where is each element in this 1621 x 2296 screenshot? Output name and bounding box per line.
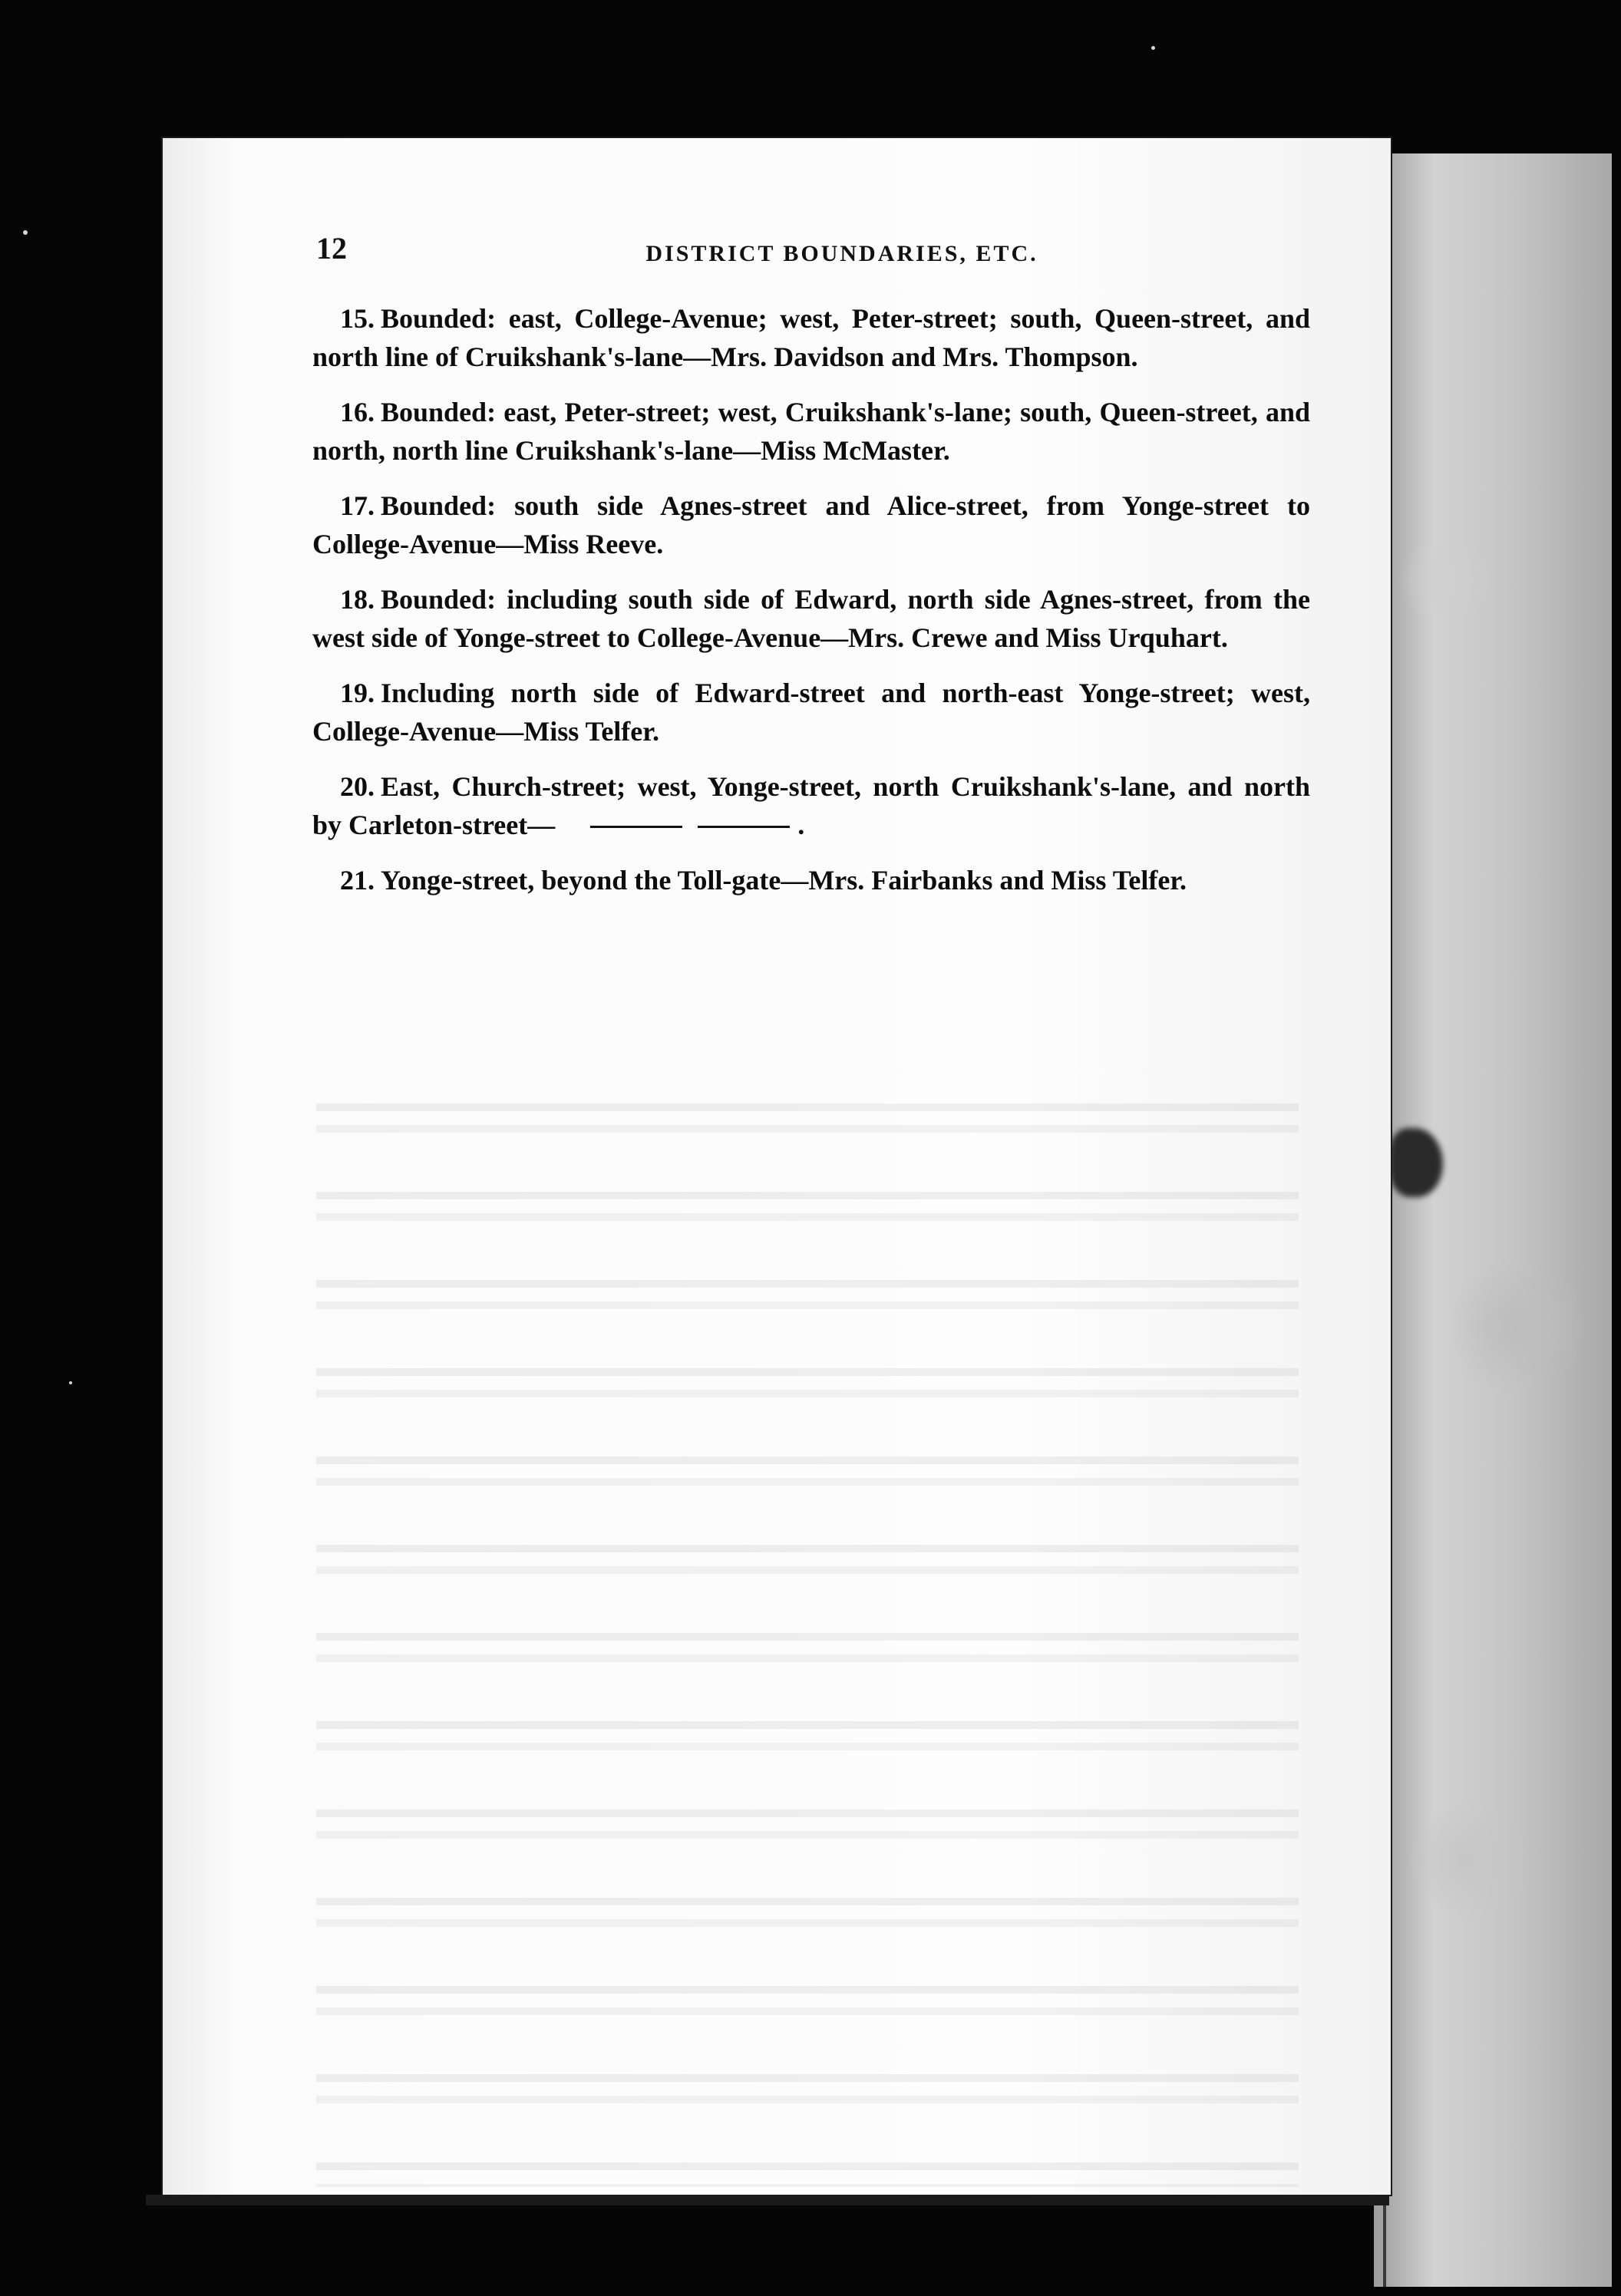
film-speck xyxy=(1151,46,1155,50)
page-header xyxy=(316,230,1306,284)
entry-text: Bounded: south side Agnes-street and Alice-street, from Yonge-street to College-Avenue—Miss Reeve. xyxy=(312,490,1310,559)
ink-stain xyxy=(1389,1128,1443,1197)
district-entry-19 xyxy=(312,674,1310,750)
entry-number: 19. xyxy=(340,678,375,708)
page-bottom-edge xyxy=(146,2195,1389,2205)
entry-text: Bounded: including south side of Edward, north side Agnes-street, from the west side of Yonge-street to College-Avenue—Mrs. Crewe and Miss Urquhart. xyxy=(312,584,1310,653)
district-entry-16 xyxy=(312,393,1310,470)
film-speck xyxy=(69,1381,72,1384)
entry-number: 18. xyxy=(340,584,375,615)
entry-number: 15. xyxy=(340,303,375,334)
district-entry-17 xyxy=(312,487,1310,563)
district-list xyxy=(312,299,1310,916)
blank-name-lines xyxy=(555,806,797,844)
entry-text: East, Church-street; west, Yonge-street, north Cruikshank's-lane, and north by Carleton-street— xyxy=(312,771,1310,840)
document-page xyxy=(163,138,1391,2195)
entry-text: Yonge-street, beyond the Toll-gate—Mrs. Fairbanks and Miss Telfer. xyxy=(381,865,1187,896)
running-title: DISTRICT BOUNDARIES, ETC. xyxy=(645,241,1038,266)
page-number: 12 xyxy=(316,231,347,266)
entry-number: 16. xyxy=(340,397,375,427)
adjacent-page xyxy=(1374,153,1612,2287)
district-entry-15 xyxy=(312,299,1310,376)
film-speck xyxy=(23,230,28,235)
entry-text: Bounded: east, College-Avenue; west, Peter-street; south, Queen-street, and north line of Cruikshank's-lane—Mrs. Davidson and Mrs. Thompson. xyxy=(312,303,1310,372)
entry-number: 20. xyxy=(340,771,375,802)
entry-number: 21. xyxy=(340,865,375,896)
entry-number: 17. xyxy=(340,490,375,521)
entry-text: Bounded: east, Peter-street; west, Cruikshank's-lane; south, Queen-street, and north, north line Cruikshank's-lane—Miss McMaster. xyxy=(312,397,1310,466)
district-entry-18 xyxy=(312,580,1310,657)
district-entry-21 xyxy=(312,861,1310,899)
district-entry-20: 20. East, Church-street; west, Yonge-street, north Cruikshank's-lane, and north by Carleton-street— . xyxy=(312,767,1310,844)
entry-text: Including north side of Edward-street and north-east Yonge-street; west, College-Avenue—Miss Telfer. xyxy=(312,678,1310,747)
